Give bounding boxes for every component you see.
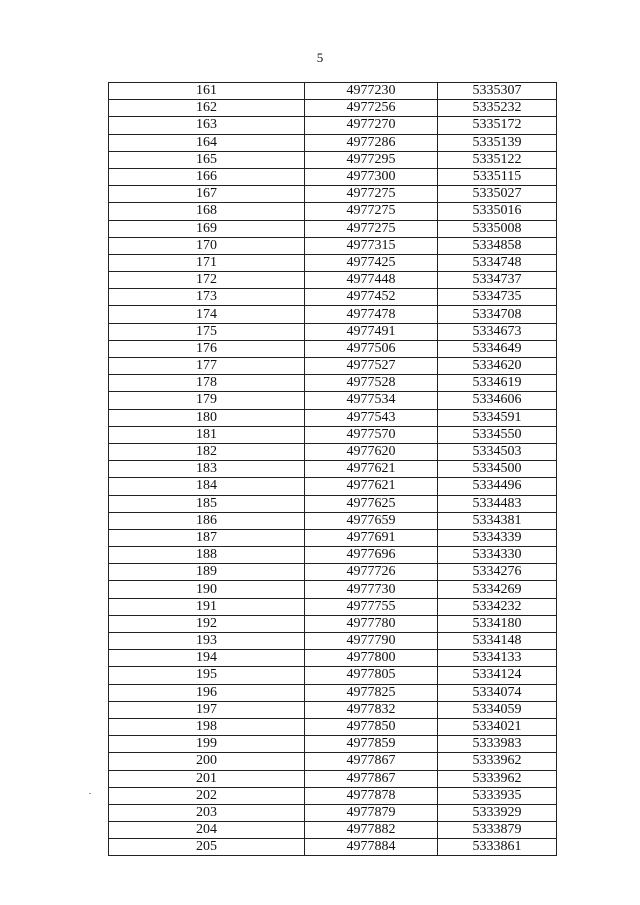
x-coordinate-cell: 4977506: [305, 340, 438, 357]
scan-speck: [89, 793, 91, 794]
coordinates-table-body: [109, 83, 557, 856]
table-row: [109, 306, 557, 323]
x-coordinate-cell: 4977270: [305, 117, 438, 134]
table-row: [109, 718, 557, 735]
point-number-cell: 191: [109, 598, 305, 615]
y-coordinate-cell: 5334748: [438, 254, 557, 271]
x-coordinate-cell: 4977859: [305, 736, 438, 753]
point-number-cell: 195: [109, 667, 305, 684]
point-number-cell: 169: [109, 220, 305, 237]
point-number-cell: 192: [109, 615, 305, 632]
point-number-cell: 177: [109, 358, 305, 375]
x-coordinate-cell: 4977275: [305, 203, 438, 220]
point-number-cell: 165: [109, 151, 305, 168]
y-coordinate-cell: 5335016: [438, 203, 557, 220]
point-number-cell: 172: [109, 272, 305, 289]
y-coordinate-cell: 5335115: [438, 168, 557, 185]
table-row: [109, 426, 557, 443]
table-row: [109, 358, 557, 375]
y-coordinate-cell: 5333962: [438, 753, 557, 770]
coordinates-table: [108, 82, 557, 856]
table-row: [109, 117, 557, 134]
point-number-cell: 182: [109, 443, 305, 460]
point-number-cell: 161: [109, 83, 305, 100]
table-row: [109, 736, 557, 753]
y-coordinate-cell: 5334550: [438, 426, 557, 443]
table-row: [109, 203, 557, 220]
x-coordinate-cell: 4977570: [305, 426, 438, 443]
y-coordinate-cell: 5333929: [438, 804, 557, 821]
table-row: [109, 753, 557, 770]
y-coordinate-cell: 5335232: [438, 100, 557, 117]
x-coordinate-cell: 4977850: [305, 718, 438, 735]
table-row: [109, 461, 557, 478]
point-number-cell: 189: [109, 564, 305, 581]
table-row: [109, 134, 557, 151]
x-coordinate-cell: 4977755: [305, 598, 438, 615]
point-number-cell: 176: [109, 340, 305, 357]
table-row: [109, 340, 557, 357]
table-row: [109, 289, 557, 306]
y-coordinate-cell: 5334021: [438, 718, 557, 735]
point-number-cell: 183: [109, 461, 305, 478]
y-coordinate-cell: 5333879: [438, 822, 557, 839]
point-number-cell: 187: [109, 529, 305, 546]
point-number-cell: 184: [109, 478, 305, 495]
x-coordinate-cell: 4977625: [305, 495, 438, 512]
point-number-cell: 179: [109, 392, 305, 409]
x-coordinate-cell: 4977491: [305, 323, 438, 340]
x-coordinate-cell: 4977780: [305, 615, 438, 632]
y-coordinate-cell: 5334074: [438, 684, 557, 701]
x-coordinate-cell: 4977878: [305, 787, 438, 804]
x-coordinate-cell: 4977621: [305, 461, 438, 478]
table-row: [109, 564, 557, 581]
x-coordinate-cell: 4977286: [305, 134, 438, 151]
table-row: [109, 478, 557, 495]
point-number-cell: 162: [109, 100, 305, 117]
y-coordinate-cell: 5335008: [438, 220, 557, 237]
table-row: [109, 581, 557, 598]
x-coordinate-cell: 4977478: [305, 306, 438, 323]
x-coordinate-cell: 4977315: [305, 237, 438, 254]
y-coordinate-cell: 5334620: [438, 358, 557, 375]
table-row: [109, 615, 557, 632]
point-number-cell: 203: [109, 804, 305, 821]
x-coordinate-cell: 4977230: [305, 83, 438, 100]
table-row: [109, 254, 557, 271]
y-coordinate-cell: 5335122: [438, 151, 557, 168]
y-coordinate-cell: 5335027: [438, 186, 557, 203]
point-number-cell: 197: [109, 701, 305, 718]
point-number-cell: 185: [109, 495, 305, 512]
x-coordinate-cell: 4977534: [305, 392, 438, 409]
point-number-cell: 171: [109, 254, 305, 271]
y-coordinate-cell: 5334330: [438, 547, 557, 564]
y-coordinate-cell: 5334673: [438, 323, 557, 340]
point-number-cell: 194: [109, 650, 305, 667]
y-coordinate-cell: 5334858: [438, 237, 557, 254]
x-coordinate-cell: 4977800: [305, 650, 438, 667]
x-coordinate-cell: 4977275: [305, 220, 438, 237]
x-coordinate-cell: 4977300: [305, 168, 438, 185]
point-number-cell: 193: [109, 633, 305, 650]
y-coordinate-cell: 5334591: [438, 409, 557, 426]
point-number-cell: 205: [109, 839, 305, 856]
table-row: [109, 100, 557, 117]
point-number-cell: 190: [109, 581, 305, 598]
x-coordinate-cell: 4977527: [305, 358, 438, 375]
table-row: [109, 168, 557, 185]
table-row: [109, 667, 557, 684]
point-number-cell: 196: [109, 684, 305, 701]
point-number-cell: 181: [109, 426, 305, 443]
y-coordinate-cell: 5334483: [438, 495, 557, 512]
x-coordinate-cell: 4977884: [305, 839, 438, 856]
table-row: [109, 701, 557, 718]
y-coordinate-cell: 5334619: [438, 375, 557, 392]
point-number-cell: 173: [109, 289, 305, 306]
y-coordinate-cell: 5334606: [438, 392, 557, 409]
point-number-cell: 188: [109, 547, 305, 564]
x-coordinate-cell: 4977543: [305, 409, 438, 426]
point-number-cell: 163: [109, 117, 305, 134]
point-number-cell: 174: [109, 306, 305, 323]
table-row: [109, 822, 557, 839]
table-row: [109, 684, 557, 701]
table-row: [109, 323, 557, 340]
point-number-cell: 170: [109, 237, 305, 254]
page-number: 5: [316, 50, 324, 65]
y-coordinate-cell: 5334649: [438, 340, 557, 357]
table-row: [109, 409, 557, 426]
table-row: [109, 650, 557, 667]
x-coordinate-cell: 4977825: [305, 684, 438, 701]
table-row: [109, 186, 557, 203]
table-row: [109, 598, 557, 615]
y-coordinate-cell: 5333962: [438, 770, 557, 787]
table-row: [109, 220, 557, 237]
table-row: [109, 272, 557, 289]
y-coordinate-cell: 5334124: [438, 667, 557, 684]
x-coordinate-cell: 4977805: [305, 667, 438, 684]
point-number-cell: 175: [109, 323, 305, 340]
table-row: [109, 529, 557, 546]
point-number-cell: 200: [109, 753, 305, 770]
y-coordinate-cell: 5334059: [438, 701, 557, 718]
x-coordinate-cell: 4977620: [305, 443, 438, 460]
table-row: [109, 443, 557, 460]
y-coordinate-cell: 5334496: [438, 478, 557, 495]
y-coordinate-cell: 5334503: [438, 443, 557, 460]
x-coordinate-cell: 4977256: [305, 100, 438, 117]
y-coordinate-cell: 5334708: [438, 306, 557, 323]
point-number-cell: 168: [109, 203, 305, 220]
table-row: [109, 237, 557, 254]
x-coordinate-cell: 4977452: [305, 289, 438, 306]
point-number-cell: 199: [109, 736, 305, 753]
table-row: [109, 151, 557, 168]
y-coordinate-cell: 5334133: [438, 650, 557, 667]
y-coordinate-cell: 5333983: [438, 736, 557, 753]
table-row: [109, 83, 557, 100]
x-coordinate-cell: 4977790: [305, 633, 438, 650]
x-coordinate-cell: 4977726: [305, 564, 438, 581]
x-coordinate-cell: 4977275: [305, 186, 438, 203]
y-coordinate-cell: 5335172: [438, 117, 557, 134]
point-number-cell: 167: [109, 186, 305, 203]
y-coordinate-cell: 5334148: [438, 633, 557, 650]
y-coordinate-cell: 5334269: [438, 581, 557, 598]
x-coordinate-cell: 4977528: [305, 375, 438, 392]
table-row: [109, 839, 557, 856]
point-number-cell: 180: [109, 409, 305, 426]
x-coordinate-cell: 4977659: [305, 512, 438, 529]
point-number-cell: 204: [109, 822, 305, 839]
x-coordinate-cell: 4977691: [305, 529, 438, 546]
point-number-cell: 166: [109, 168, 305, 185]
x-coordinate-cell: 4977867: [305, 753, 438, 770]
x-coordinate-cell: 4977867: [305, 770, 438, 787]
table-row: [109, 375, 557, 392]
y-coordinate-cell: 5334276: [438, 564, 557, 581]
x-coordinate-cell: 4977295: [305, 151, 438, 168]
table-row: [109, 392, 557, 409]
y-coordinate-cell: 5334500: [438, 461, 557, 478]
y-coordinate-cell: 5335139: [438, 134, 557, 151]
x-coordinate-cell: 4977425: [305, 254, 438, 271]
table-row: [109, 512, 557, 529]
y-coordinate-cell: 5334737: [438, 272, 557, 289]
x-coordinate-cell: 4977730: [305, 581, 438, 598]
y-coordinate-cell: 5334381: [438, 512, 557, 529]
x-coordinate-cell: 4977696: [305, 547, 438, 564]
table-row: [109, 787, 557, 804]
x-coordinate-cell: 4977882: [305, 822, 438, 839]
table-row: [109, 770, 557, 787]
point-number-cell: 164: [109, 134, 305, 151]
y-coordinate-cell: 5335307: [438, 83, 557, 100]
point-number-cell: 201: [109, 770, 305, 787]
point-number-cell: 198: [109, 718, 305, 735]
point-number-cell: 202: [109, 787, 305, 804]
point-number-cell: 178: [109, 375, 305, 392]
x-coordinate-cell: 4977832: [305, 701, 438, 718]
table-row: [109, 804, 557, 821]
x-coordinate-cell: 4977621: [305, 478, 438, 495]
y-coordinate-cell: 5334339: [438, 529, 557, 546]
y-coordinate-cell: 5334735: [438, 289, 557, 306]
x-coordinate-cell: 4977879: [305, 804, 438, 821]
table-row: [109, 495, 557, 512]
y-coordinate-cell: 5333861: [438, 839, 557, 856]
x-coordinate-cell: 4977448: [305, 272, 438, 289]
y-coordinate-cell: 5333935: [438, 787, 557, 804]
table-row: [109, 547, 557, 564]
table-row: [109, 633, 557, 650]
y-coordinate-cell: 5334180: [438, 615, 557, 632]
point-number-cell: 186: [109, 512, 305, 529]
y-coordinate-cell: 5334232: [438, 598, 557, 615]
